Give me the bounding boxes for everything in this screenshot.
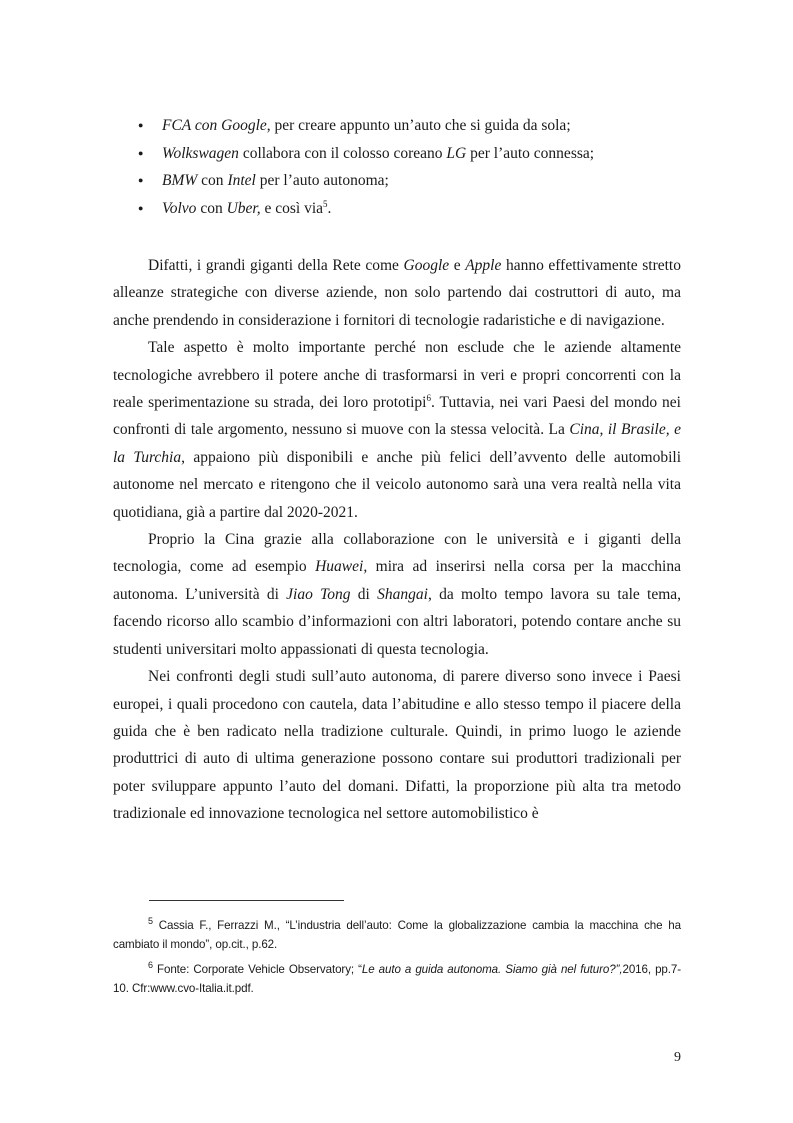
paragraph-2: Tale aspetto è molto importante perché non esclude che le aziende altamente tecnologiche avrebbero il potere anche di trasformarsi in veri e propri concorrenti con la reale sperimentazione su strada, dei loro prototipi$^6$. Tuttavia, nei vari Paesi del mondo nei confronti di tale argomento, nessuno si muove con la stessa velocità. La Cina, il Brasile, e la Turchia, appaiono più disponibili e anche più felici dell’avvento delle automobili autonome nel mercato e ritengono che il veicolo autonomo sarà una vera realtà nella vita quotidiana, già a partire dal 2020-2021. <box>113 339 682 521</box>
paragraph-3: Proprio la Cina grazie alla collaborazione con le università e i giganti della tecnologia, come ad esempio Huawei, mira ad inserirsi nella corsa per la macchina autonoma. L’università di Jiao Tong di Shangai, da molto tempo lavora su tale tema, facendo ricorso allo scambio d’informazioni con altri laboratori, potendo contare anche su studenti universitari molto appassionati di questa tecnologia. <box>113 531 682 658</box>
body-text <box>113 252 681 828</box>
footnote-ref[interactable]: 6 <box>426 392 431 403</box>
footnote-5: $^5$ Cassia F., Ferrazzi M., “L’industria dell’auto: Come la globalizzazione cambia la macchina che ha cambiato il mondo”, op.cit., p.62. <box>113 916 681 951</box>
list-item: ● Wolkswagen collabora con il colosso coreano LG per l’auto connessa; <box>138 140 698 168</box>
page-number: 9 <box>674 1050 681 1065</box>
footnote-6: $^6$ Fonte: Corporate Vehicle Observatory; “Le auto a guida autonoma. Siamo già nel futuro?”,2016, pp.7-10. Cfr:www.cvo-Italia.it.pdf. <box>113 960 682 995</box>
footnote-separator <box>149 900 344 901</box>
paragraph-1: Difatti, i grandi giganti della Rete come Google e Apple hanno effettivamente stretto alleanze strategiche con diverse aziende, non solo partendo dai costruttori di auto, ma anche prendendo in considerazione i fornitori di tecnologie radaristiche e di navigazione. <box>113 257 681 329</box>
footnote-ref[interactable]: 5 <box>323 198 328 209</box>
list-item: ● BMW con Intel per l’auto autonoma; <box>138 167 698 195</box>
list-item: ● FCA con Google, per creare appunto un’auto che si guida da sola; <box>138 112 698 140</box>
footnotes <box>113 916 681 1004</box>
paragraph-4: Nei confronti degli studi sull’auto autonoma, di parere diverso sono invece i Paesi europei, i quali procedono con cautela, data l’abitudine e allo stesso tempo il piacere della guida che è ben radicato nella tradizione culturale. Quindi, in primo luogo le aziende produttrici di auto di ultima generazione possono contare sui produttori tradizionali per poter sviluppare appunto l’auto del domani. Difatti, la proporzione più alta tra metodo tradizionale ed innovazione tecnologica nel settore automobilistico è <box>113 668 681 823</box>
bullet-list <box>138 112 698 222</box>
list-item: ● Volvo con Uber, e così via$^5$. <box>138 195 698 223</box>
